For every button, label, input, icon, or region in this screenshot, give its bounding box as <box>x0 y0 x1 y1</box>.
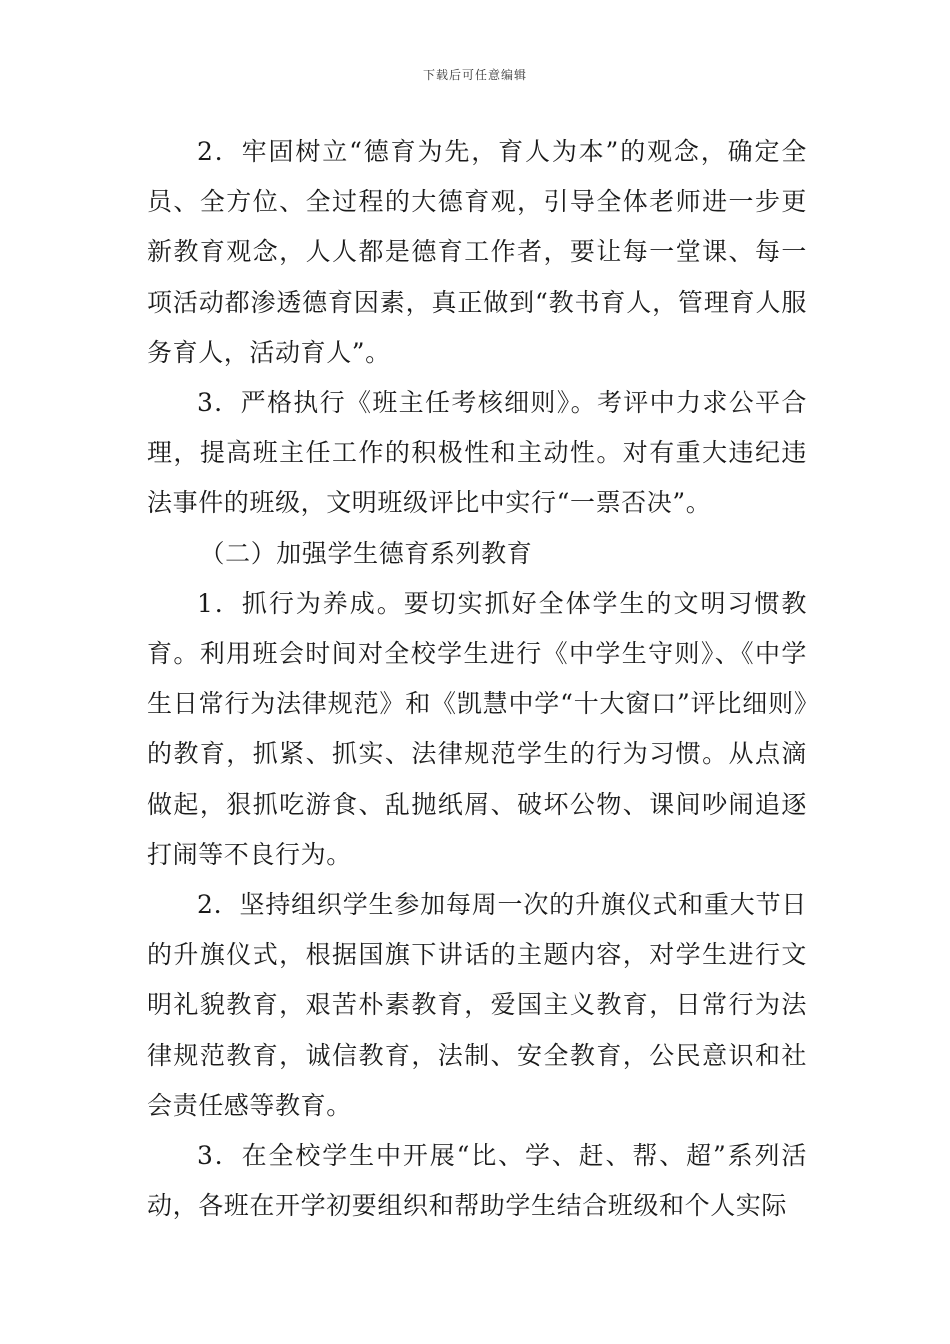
paragraph-item-2: 2．牢固树立“德育为先，育人为本”的观念，确定全员、全方位、全过程的大德育观，引导全体老师进一步更新教育观念，人人都是德育工作者，要让每一堂课、每一项活动都渗透德育因素，真正做到“教书育人，管理育人服务育人，活动育人”。 <box>147 137 807 367</box>
paragraph-series-activities: 3．在全校学生中开展“比、学、赶、帮、超”系列活动，各班在开学初要组织和帮助学生结合班级和个人实际 <box>147 1141 807 1221</box>
paragraph-item-3: 3．严格执行《班主任考核细则》。考评中力求公平合理，提高班主任工作的积极性和主动性。对有重大违纪违法事件的班级，文明班级评比中实行“一票否决”。 <box>147 388 807 518</box>
section-heading: （二）加强学生德育系列教育 <box>199 538 533 568</box>
page-header: 下载后可任意编辑 <box>422 68 527 82</box>
document-body <box>147 127 807 1231</box>
paragraph-flag-ceremony: 2．坚持组织学生参加每周一次的升旗仪式和重大节日的升旗仪式，根据国旗下讲话的主题内容，对学生进行文明礼貌教育，艰苦朴素教育，爱国主义教育，日常行为法律规范教育，诚信教育，法制、安全教育，公民意识和社会责任感等教育。 <box>147 890 807 1120</box>
paragraph-behavior-habits: 1．抓行为养成。要切实抓好全体学生的文明习惯教育。利用班会时间对全校学生进行《中学生守则》、《中学生日常行为法律规范》和《凯慧中学“十大窗口”评比细则》的教育，抓紧、抓实、法律规范学生的行为习惯。从点滴做起，狠抓吃游食、乱抛纸屑、破坏公物、课间吵闹追逐打闹等不良行为。 <box>147 588 807 869</box>
